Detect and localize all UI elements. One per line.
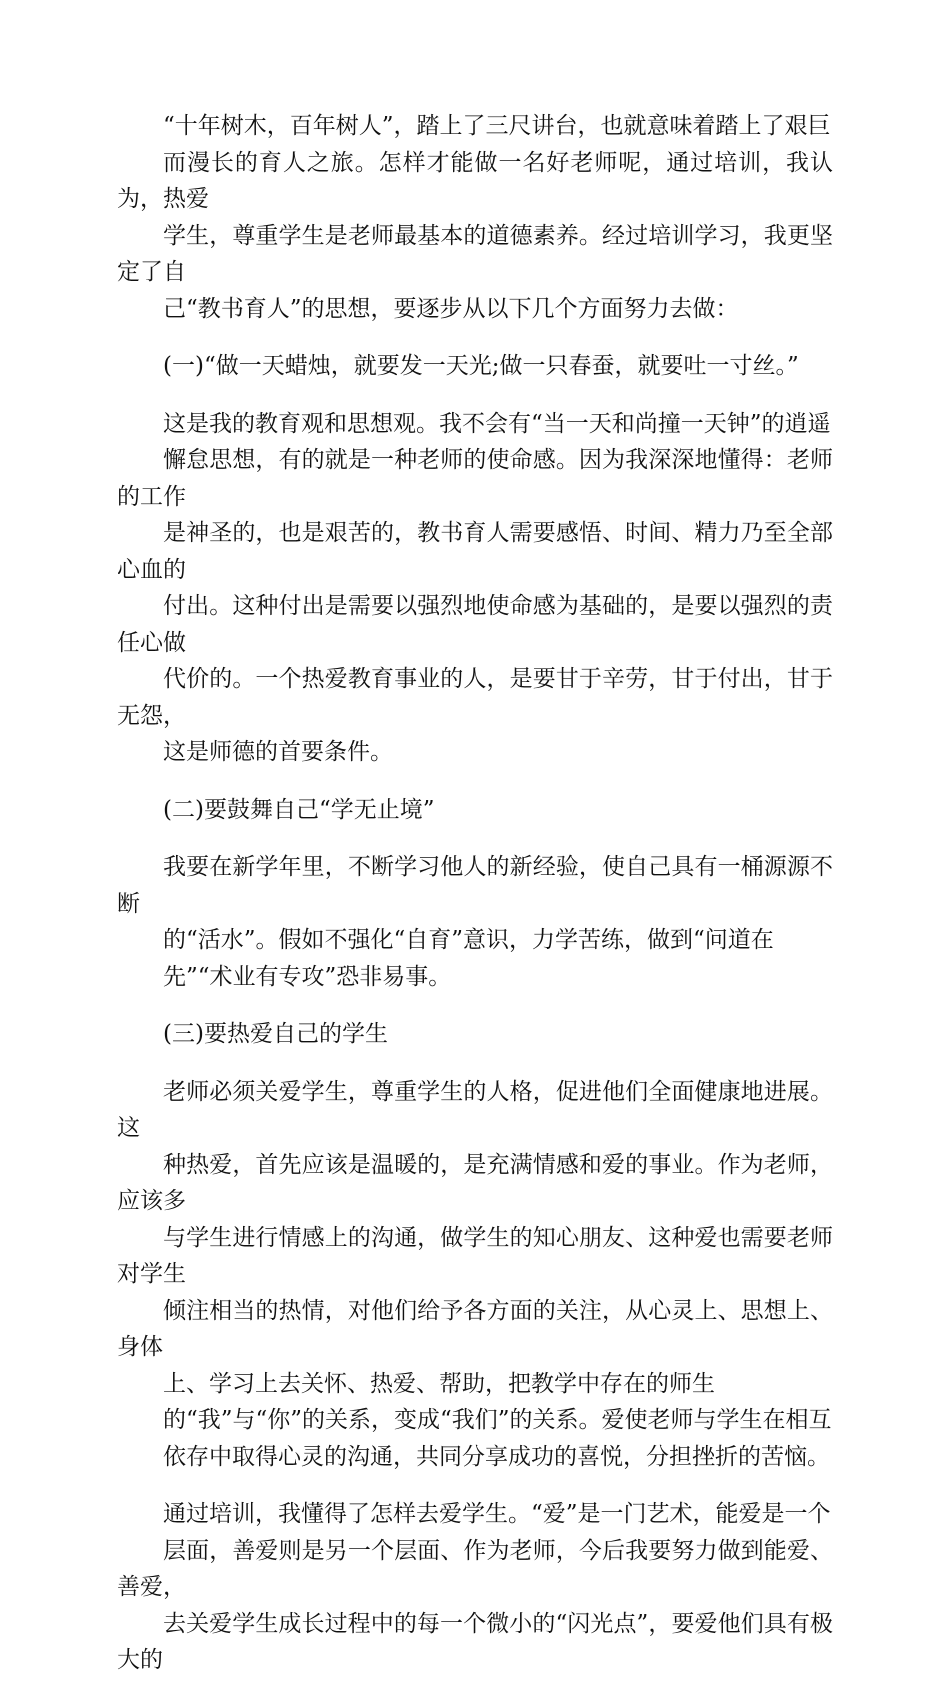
text-line: 懈怠思想，有的就是一种老师的使命感。因为我深深地懂得：老师的工作 [117,447,833,510]
text-line: 这是我的教育观和思想观。我不会有“当一天和尚撞一天钟”的逍遥 [163,410,831,437]
document-body [117,108,833,1700]
text-line: 学生，尊重学生是老师最基本的道德素养。经过培训学习，我更坚定了自 [117,222,833,285]
text-line: 我要在新学年里，不断学习他人的新经验，使自己具有一桶源源不断 [117,854,833,917]
text-line: 上、学习上去关怀、热爱、帮助，把教学中存在的师生 [163,1370,715,1397]
text-line: 先”“术业有专攻”恐非易事。 [163,963,452,990]
text-line: “十年树木，百年树人”，踏上了三尺讲台，也就意味着踏上了艰巨 [163,113,831,139]
paragraph-closing [117,1496,833,1679]
text-line: 通过培训，我懂得了怎样去爱学生。“爱”是一门艺术，能爱是一个 [163,1501,831,1527]
section-heading-3 [117,1016,833,1053]
heading-line: (一)“做一天蜡烛，就要发一天光;做一只春蚕，就要吐一寸丝。” [163,353,799,379]
text-line: 的“活水”。假如不强化“自育”意识，力学苦练，做到“问道在 [163,927,774,953]
section-heading-2 [117,792,833,829]
text-line: 种热爱，首先应该是温暖的，是充满情感和爱的事业。作为老师，应该多 [117,1151,833,1214]
paragraph-intro [117,108,833,327]
text-line: 层面，善爱则是另一个层面、作为老师，今后我要努力做到能爱、善爱， [117,1537,833,1600]
text-line: 依存中取得心灵的沟通，共同分享成功的喜悦，分担挫折的苦恼。 [163,1443,830,1470]
paragraph-section-3 [117,1074,833,1476]
text-line: 而漫长的育人之旅。怎样才能做一名好老师呢，通过培训，我认为，热爱 [117,149,833,212]
text-line: 己“教书育人”的思想，要逐步从以下几个方面努力去做： [163,295,739,322]
text-line: 代价的。一个热爱教育事业的人，是要甘于辛劳，甘于付出，甘于无怨， [117,666,833,729]
text-line: 是神圣的，也是艰苦的，教书育人需要感悟、时间、精力乃至全部心血的 [117,520,833,583]
paragraph-section-2 [117,849,833,995]
text-line: 老师必须关爱学生，尊重学生的人格，促进他们全面健康地进展。这 [117,1078,833,1141]
text-line: 的“我”与“你”的关系，变成“我们”的关系。爱使老师与学生在相互 [163,1407,832,1433]
text-line: 付出。这种付出是需要以强烈地使命感为基础的，是要以强烈的责任心做 [117,593,833,656]
text-line: 去关爱学生成长过程中的每一个微小的“闪光点”，要爱他们具有极大的 [117,1610,833,1673]
text-line: 倾注相当的热情，对他们给予各方面的关注，从心灵上、思想上、身体 [117,1297,833,1360]
heading-line: (三)要热爱自己的学生 [163,1021,388,1047]
paragraph-section-1 [117,406,833,771]
text-line: 这是师德的首要条件。 [163,739,393,765]
heading-line: (二)要鼓舞自己“学无止境” [163,796,435,823]
section-heading-1 [117,348,833,385]
text-line: 与学生进行情感上的沟通，做学生的知心朋友、这种爱也需要老师对学生 [117,1224,833,1287]
